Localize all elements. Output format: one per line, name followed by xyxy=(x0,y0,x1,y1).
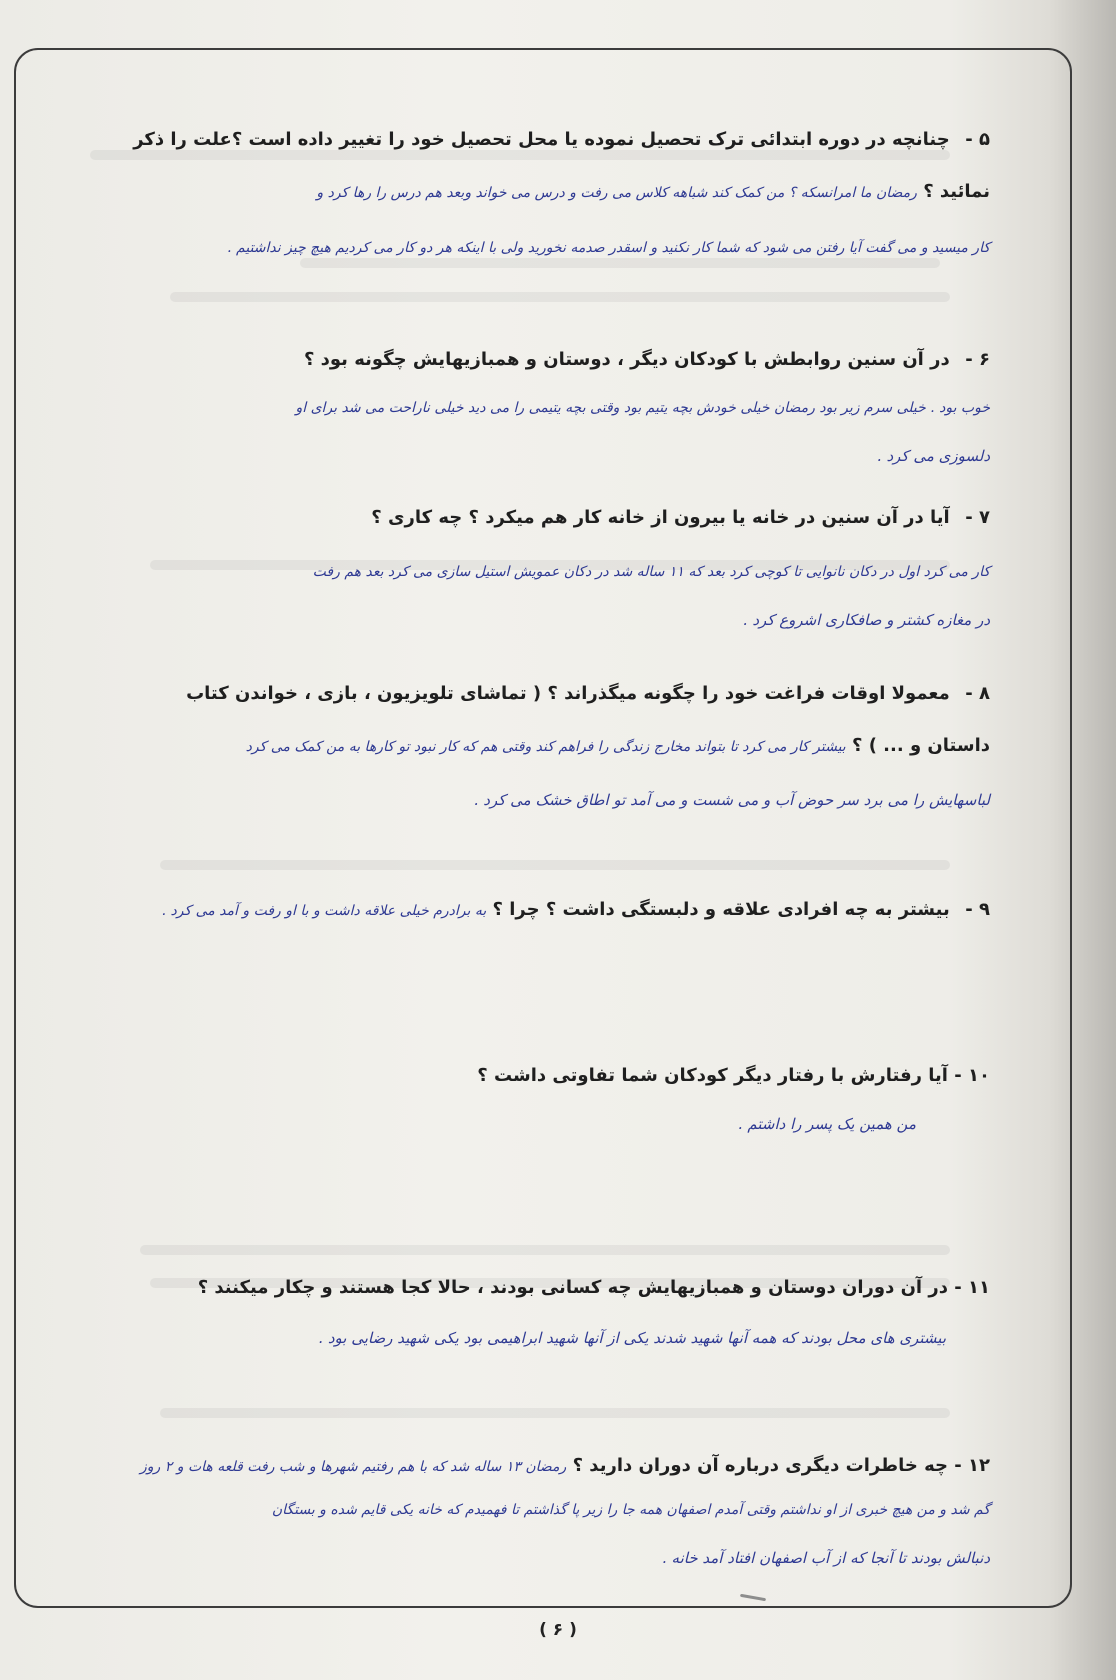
question-6 xyxy=(130,334,990,386)
answer-5 xyxy=(70,224,990,272)
question-text: چنانچه در دوره ابتدائی ترک تحصیل نموده یا محل تحصیل خود را تغییر داده است ؟علت را ذکر xyxy=(133,129,950,150)
question-text: چه خاطرات دیگری درباره آن دوران دارید ؟ xyxy=(572,1455,948,1476)
question-9 xyxy=(130,884,990,937)
answer-10 xyxy=(416,1100,916,1148)
question-8 xyxy=(130,668,990,773)
question-number: ۸ - xyxy=(965,683,990,704)
answer-6 xyxy=(110,384,990,480)
question-text: بیشتر به چه افرادی علاقه و دلبستگی داشت ؟ چرا ؟ xyxy=(492,899,950,920)
answer-line: بیشتری های محل بودند که همه آنها شهید شدند یکی از آنها شهید ابراهیمی بود یکی شهید رضایی بود . xyxy=(318,1329,946,1347)
question-11 xyxy=(130,1262,990,1314)
answer-7 xyxy=(110,548,990,644)
answer-line: من همین یک پسر را داشتم . xyxy=(737,1115,916,1133)
question-text-cont: داستان و ... ) ؟ xyxy=(851,735,990,756)
question-number: ۵ - xyxy=(965,129,990,150)
question-number: ۱۲ - xyxy=(954,1455,990,1476)
answer-line: دنبالش بودند تا آنجا که از آب اصفهان افتاد آمد خانه . xyxy=(662,1549,990,1567)
question-text: آیا در آن سنین در خانه یا بیرون از خانه کار هم میکرد ؟ چه کاری ؟ xyxy=(371,507,950,528)
answer-11 xyxy=(146,1314,946,1362)
handwritten-answer: بیشتر کار می کرد تا بتواند مخارج زندگی را فراهم کند وقتی هم که کار نبود تو کارها به من کمک می کرد xyxy=(245,739,846,755)
question-text: آیا رفتارش با رفتار دیگر کودکان شما تفاوتی داشت ؟ xyxy=(477,1065,948,1086)
handwritten-answer: رمضان ما امرانسکه ؟ من کمک کند شباهه کلاس می رفت و درس می خواند وبعد هم درس را رها کرد و xyxy=(316,185,917,201)
question-text: در آن دوران دوستان و همبازیهایش چه کسانی بودند ، حالا کجا هستند و چکار میکنند ؟ xyxy=(197,1277,948,1298)
question-number: ۹ - xyxy=(965,899,990,920)
answer-line: کار می کرد اول در دکان نانوایی تا کوچی کرد بعد که ۱۱ ساله شد در دکان عمویش استیل سازی می کرد بعد هم رفت xyxy=(312,564,990,580)
answer-line: در مغازه کشتر و صافکاری اشروع کرد . xyxy=(742,611,990,629)
answer-line: لباسهایش را می برد سر حوض آب و می شست و می آمد تو اطاق خشک می کرد . xyxy=(473,791,990,809)
question-text-cont: نمائید ؟ xyxy=(923,181,990,202)
question-7 xyxy=(130,492,990,544)
question-text: معمولا اوقات فراغت خود را چگونه میگذراند ؟ ( تماشای تلویزیون ، بازی ، خواندن کتاب xyxy=(186,683,950,704)
page-number: ( ۶ ) xyxy=(539,1620,577,1640)
question-number: ۷ - xyxy=(965,507,990,528)
question-10 xyxy=(130,1050,990,1102)
answer-line: کار میسید و می گفت آیا رفتن می شود که شما کار نکنید و اسقدر صدمه نخورید ولی با اینکه هر دو کار می کردیم هیچ چیز نداشتیم . xyxy=(227,240,990,256)
question-text: در آن سنین روابطش با کودکان دیگر ، دوستان و همبازیهایش چگونه بود ؟ xyxy=(303,349,950,370)
question-5 xyxy=(130,114,990,219)
handwritten-answer: به برادرم خیلی علاقه داشت و با او رفت و آمد می کرد . xyxy=(161,903,487,919)
question-number: ۱۱ - xyxy=(954,1277,990,1298)
handwritten-answer: رمضان ۱۳ ساله شد که با هم رفتیم شهرها و شب رفت قلعه هات و ۲ روز xyxy=(140,1459,567,1475)
page-border xyxy=(14,48,1072,1608)
answer-line: دلسوزی می کرد . xyxy=(876,447,990,465)
question-number: ۶ - xyxy=(965,349,990,370)
answer-line: گم شد و من هیچ خبری از او نداشتم وقتی آمدم اصفهان همه جا را زیر پا گذاشتم تا فهمیدم که خانه یکی قایم شده و بستگان xyxy=(271,1502,990,1518)
answer-12 xyxy=(110,1486,990,1582)
question-number: ۱۰ - xyxy=(954,1065,990,1086)
answer-8 xyxy=(110,776,990,824)
answer-line: خوب بود . خیلی سرم زیر بود رمضان خیلی خودش بچه یتیم بود وقتی بچه یتیمی را می دید خیلی ناراحت می شد برای او xyxy=(295,400,990,416)
